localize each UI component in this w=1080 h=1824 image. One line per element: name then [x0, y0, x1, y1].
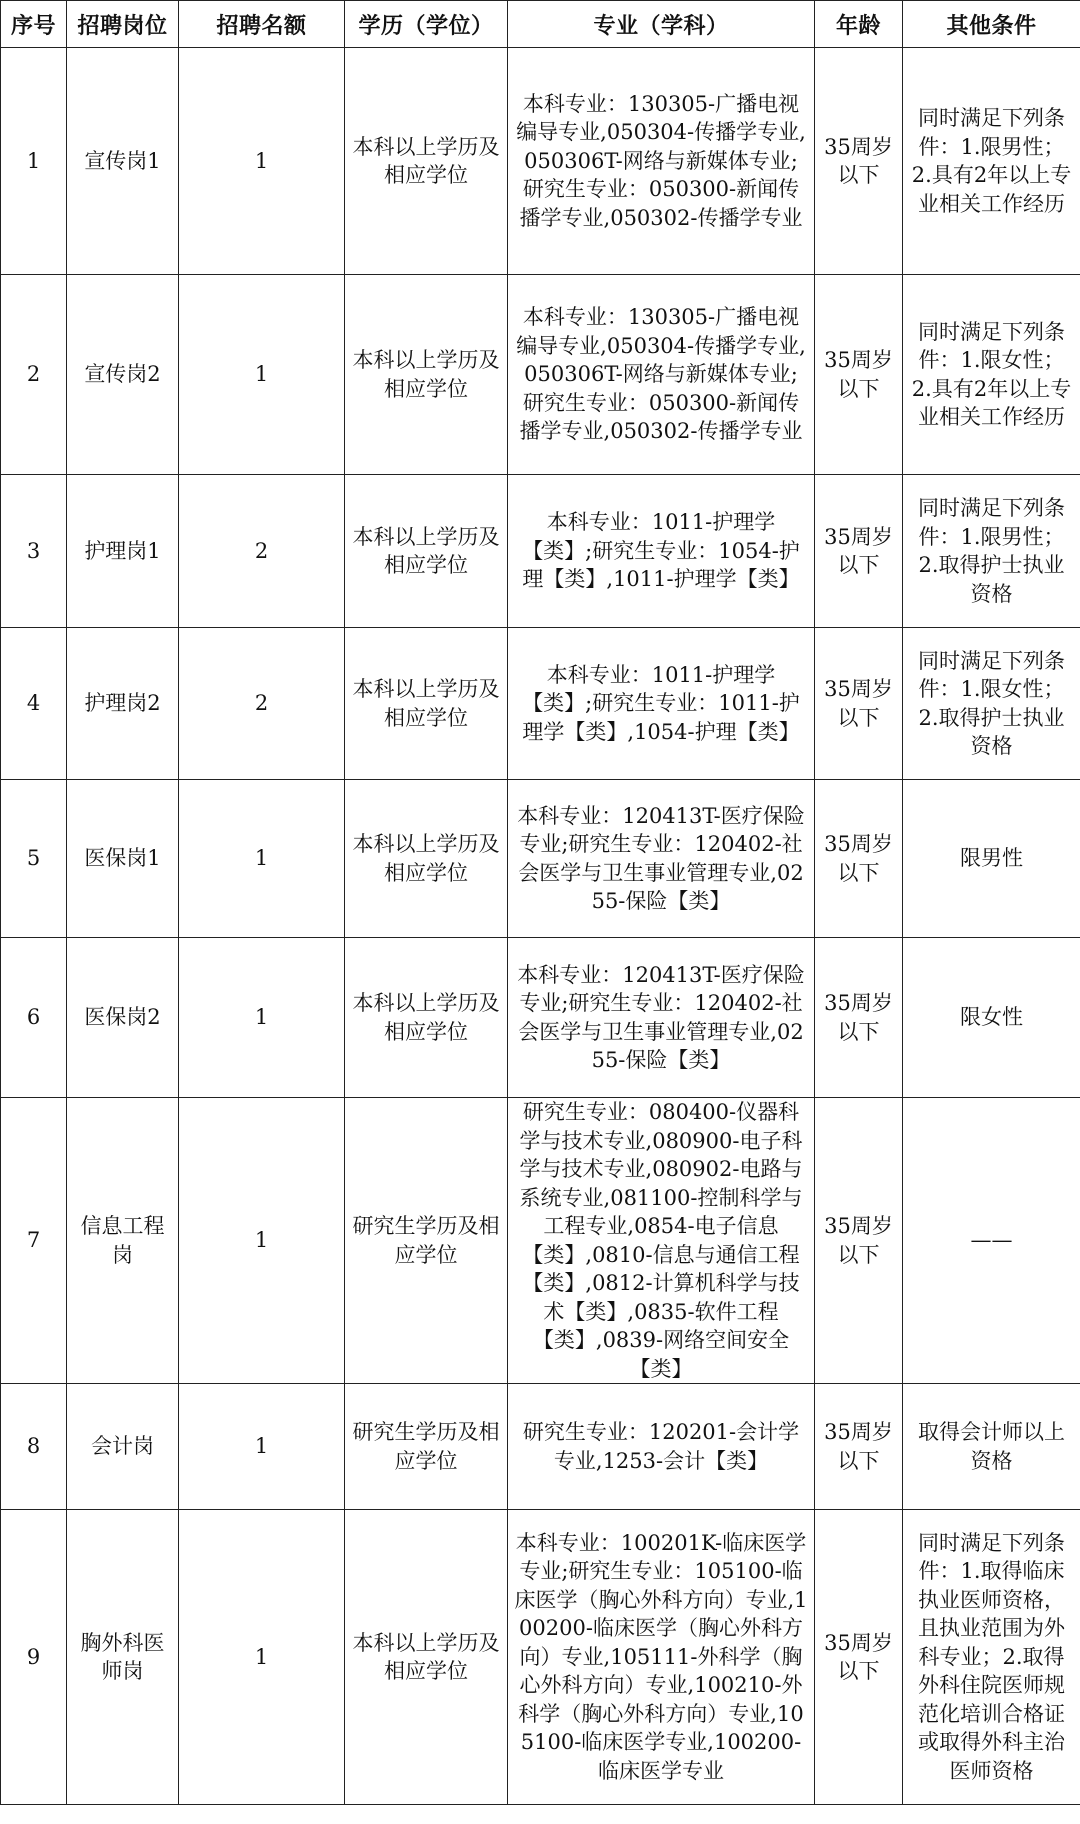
cell-quota: 1 — [179, 780, 345, 938]
cell-index: 1 — [1, 48, 67, 275]
cell-position: 胸外科医师岗 — [67, 1510, 179, 1805]
header-index: 序号 — [1, 1, 67, 48]
cell-education: 研究生学历及相应学位 — [345, 1384, 508, 1510]
cell-other: 取得会计师以上资格 — [903, 1384, 1080, 1510]
cell-age: 35周岁以下 — [815, 475, 903, 628]
table-row — [1, 48, 1080, 275]
cell-education: 本科以上学历及相应学位 — [345, 938, 508, 1098]
cell-index: 2 — [1, 275, 67, 475]
cell-quota: 1 — [179, 1510, 345, 1805]
cell-quota: 2 — [179, 475, 345, 628]
cell-position: 信息工程岗 — [67, 1098, 179, 1384]
cell-education: 本科以上学历及相应学位 — [345, 275, 508, 475]
cell-age: 35周岁以下 — [815, 938, 903, 1098]
cell-age: 35周岁以下 — [815, 628, 903, 780]
cell-position: 护理岗1 — [67, 475, 179, 628]
cell-index: 5 — [1, 780, 67, 938]
cell-index: 6 — [1, 938, 67, 1098]
cell-position: 宣传岗2 — [67, 275, 179, 475]
cell-other: 同时满足下列条件：1.取得临床执业医师资格，且执业范围为外科专业；2.取得外科住院医师规范化培训合格证或取得外科主治医师资格 — [903, 1510, 1080, 1805]
header-age: 年龄 — [815, 1, 903, 48]
cell-major: 本科专业：130305-广播电视编导专业,050304-传播学专业,050306T-网络与新媒体专业;研究生专业：050300-新闻传播学专业,050302-传播学专业 — [508, 48, 815, 275]
cell-age: 35周岁以下 — [815, 275, 903, 475]
table-row — [1, 1098, 1080, 1384]
header-position: 招聘岗位 — [67, 1, 179, 48]
cell-quota: 2 — [179, 628, 345, 780]
cell-education: 本科以上学历及相应学位 — [345, 48, 508, 275]
table-row — [1, 475, 1080, 628]
cell-major: 研究生专业：080400-仪器科学与技术专业,080900-电子科学与技术专业,080902-电路与系统专业,081100-控制科学与工程专业,0854-电子信息【类】,0810-信息与通信工程【类】,0812-计算机科学与技术【类】,0835-软件工程【类】,0839-网络空间安全【类】 — [508, 1098, 815, 1384]
cell-education: 研究生学历及相应学位 — [345, 1098, 508, 1384]
cell-education: 本科以上学历及相应学位 — [345, 1510, 508, 1805]
cell-position: 医保岗2 — [67, 938, 179, 1098]
cell-index: 4 — [1, 628, 67, 780]
cell-quota: 1 — [179, 48, 345, 275]
cell-other: 同时满足下列条件：1.限男性；2.取得护士执业资格 — [903, 475, 1080, 628]
header-other: 其他条件 — [903, 1, 1080, 48]
cell-position: 医保岗1 — [67, 780, 179, 938]
cell-quota: 1 — [179, 1098, 345, 1384]
cell-index: 7 — [1, 1098, 67, 1384]
cell-index: 8 — [1, 1384, 67, 1510]
header-quota: 招聘名额 — [179, 1, 345, 48]
table-row — [1, 938, 1080, 1098]
cell-education: 本科以上学历及相应学位 — [345, 780, 508, 938]
cell-age: 35周岁以下 — [815, 780, 903, 938]
cell-other: 同时满足下列条件：1.限女性；2.取得护士执业资格 — [903, 628, 1080, 780]
cell-age: 35周岁以下 — [815, 1098, 903, 1384]
cell-major: 本科专业：130305-广播电视编导专业,050304-传播学专业,050306T-网络与新媒体专业;研究生专业：050300-新闻传播学专业,050302-传播学专业 — [508, 275, 815, 475]
cell-other: 同时满足下列条件：1.限男性；2.具有2年以上专业相关工作经历 — [903, 48, 1080, 275]
table-row — [1, 1384, 1080, 1510]
cell-education: 本科以上学历及相应学位 — [345, 475, 508, 628]
cell-position: 护理岗2 — [67, 628, 179, 780]
cell-major: 本科专业：120413T-医疗保险专业;研究生专业：120402-社会医学与卫生事业管理专业,0255-保险【类】 — [508, 780, 815, 938]
cell-other: —— — [903, 1098, 1080, 1384]
cell-index: 3 — [1, 475, 67, 628]
header-education: 学历（学位） — [345, 1, 508, 48]
cell-other: 限女性 — [903, 938, 1080, 1098]
cell-quota: 1 — [179, 275, 345, 475]
cell-age: 35周岁以下 — [815, 1384, 903, 1510]
cell-major: 本科专业：1011-护理学【类】;研究生专业：1054-护理【类】,1011-护理学【类】 — [508, 475, 815, 628]
cell-major: 本科专业：100201K-临床医学专业;研究生专业：105100-临床医学（胸心外科方向）专业,100200-临床医学（胸心外科方向）专业,105111-外科学（胸心外科方向）专业,100210-外科学（胸心外科方向）专业,105100-临床医学专业,100200-临床医学专业 — [508, 1510, 815, 1805]
cell-index: 9 — [1, 1510, 67, 1805]
cell-other: 同时满足下列条件：1.限女性；2.具有2年以上专业相关工作经历 — [903, 275, 1080, 475]
header-major: 专业（学科） — [508, 1, 815, 48]
table-row — [1, 1510, 1080, 1805]
cell-age: 35周岁以下 — [815, 48, 903, 275]
cell-position: 宣传岗1 — [67, 48, 179, 275]
cell-other: 限男性 — [903, 780, 1080, 938]
cell-quota: 1 — [179, 1384, 345, 1510]
cell-education: 本科以上学历及相应学位 — [345, 628, 508, 780]
cell-age: 35周岁以下 — [815, 1510, 903, 1805]
cell-major: 本科专业：120413T-医疗保险专业;研究生专业：120402-社会医学与卫生事业管理专业,0255-保险【类】 — [508, 938, 815, 1098]
cell-major: 本科专业：1011-护理学【类】;研究生专业：1011-护理学【类】,1054-护理【类】 — [508, 628, 815, 780]
cell-quota: 1 — [179, 938, 345, 1098]
table-row — [1, 780, 1080, 938]
cell-position: 会计岗 — [67, 1384, 179, 1510]
header-row — [1, 1, 1080, 48]
table-row — [1, 628, 1080, 780]
cell-major: 研究生专业：120201-会计学专业,1253-会计【类】 — [508, 1384, 815, 1510]
table-row — [1, 275, 1080, 475]
